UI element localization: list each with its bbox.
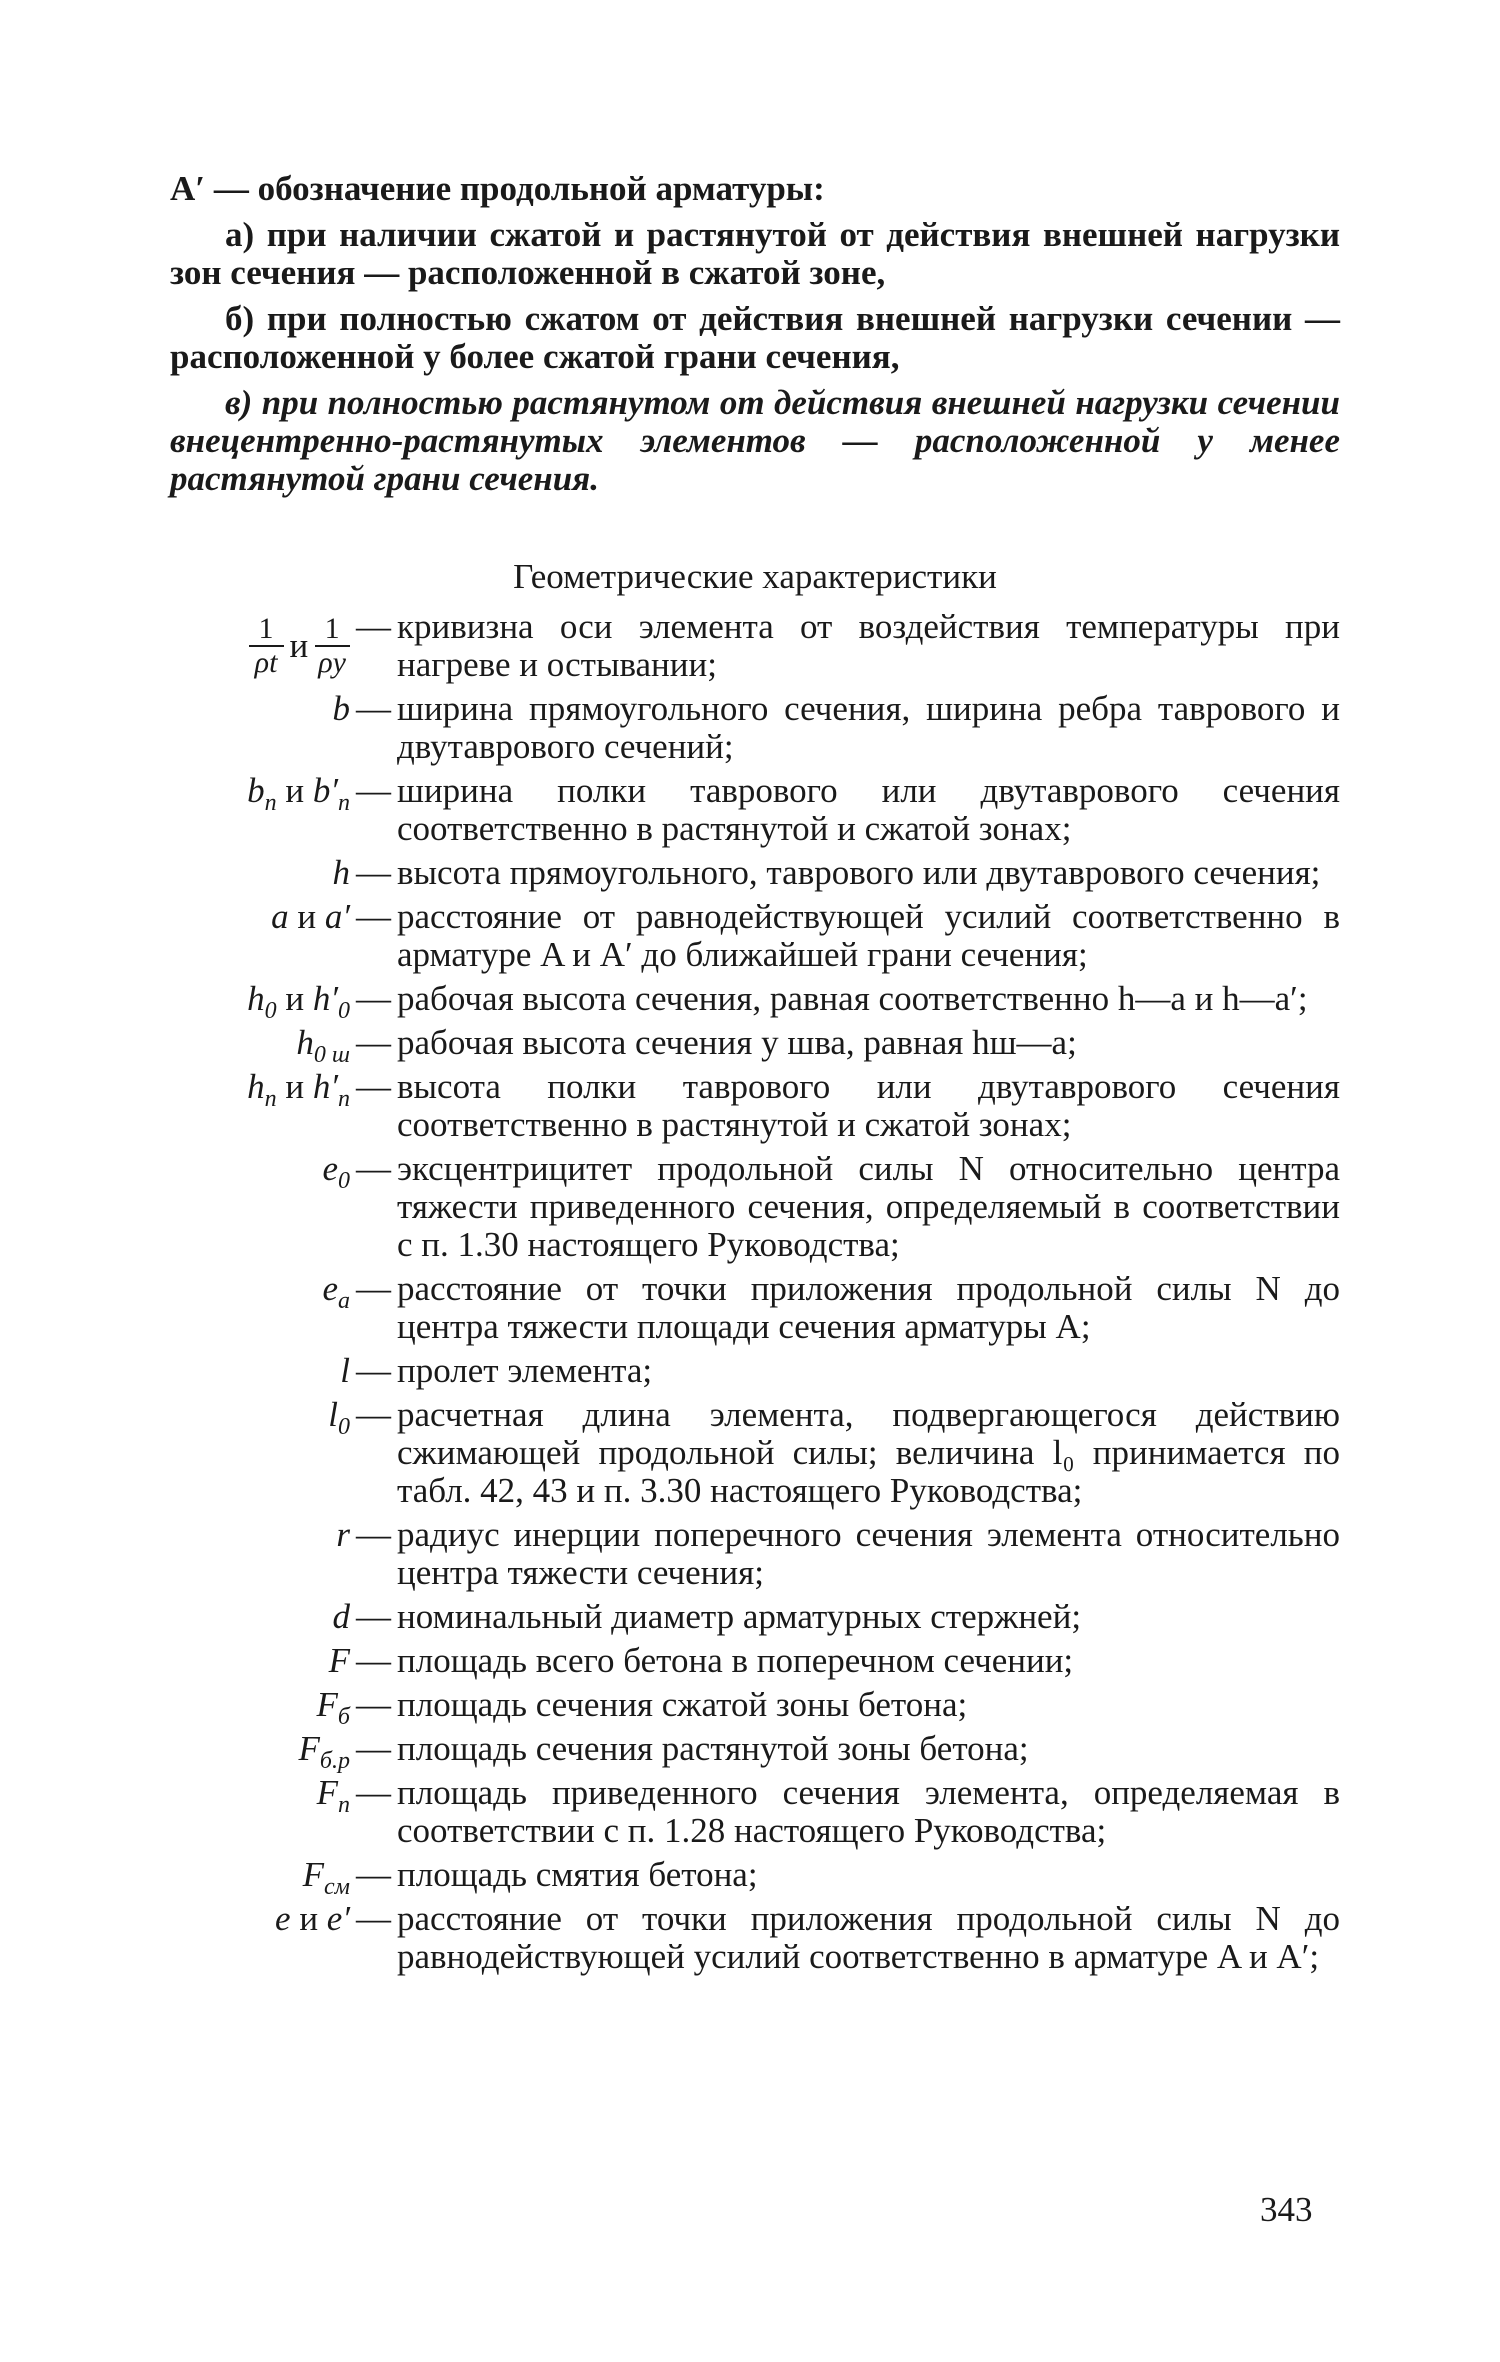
definition-text: высота прямоугольного, таврового или двутаврового сечения; [397,853,1321,892]
definition-text: площадь сечения растянутой зоны бетона; [397,1729,1029,1768]
definition-b [170,690,1340,766]
definition-d [170,1598,1340,1636]
symbol: F [328,1641,350,1680]
definition-l [170,1352,1340,1390]
intro-item-c: в) при полностью растянутом от действия внешней нагрузки сечении внецентренно-растянутых элементов — расположенной у менее растянутой грани сечения. [170,383,1340,498]
dash: — [356,1023,391,1062]
definition-Fb [170,1685,1340,1730]
definition-text: расстояние от точки приложения продольной силы N до равнодействующей усилий соответственно в арматуре A и A′; [397,1899,1340,1976]
fraction-1-rho-t: $\frac{1}{\rho t}$ [249,613,284,679]
definition-Fsm [170,1855,1340,1900]
dash: — [356,897,391,936]
definition-e [170,1900,1340,1976]
definition-text: площадь приведенного сечения элемента, определяемая в соответствии с п. 1.28 настоящего Руководства; [397,1773,1340,1850]
definition-text: площадь смятия бетона; [397,1855,758,1894]
symbol: l [340,1351,350,1390]
definition-h-flange [170,1068,1340,1144]
symbol: $h_п$ и $h'_п$ [247,1067,350,1112]
definition-text: номинальный диаметр арматурных стержней; [397,1597,1082,1636]
dash: — [356,1395,391,1434]
dash: — [356,1729,391,1768]
dash: — [356,979,391,1018]
definition-text: расчетная длина элемента, подвергающегося действию сжимающей продольной силы; величина l₀ принимается по табл. 42, 43 и п. 3.30 настоящего Руководства; [397,1395,1340,1510]
definition-text: площадь сечения сжатой зоны бетона; [397,1685,968,1724]
definition-curvature [170,608,1340,684]
intro-item-a: а) при наличии сжатой и растянутой от действия внешней нагрузки зон сечения — расположенной в сжатой зоне, [170,215,1340,292]
intro-heading: A′ — обозначение продольной арматуры: [170,169,825,208]
definition-text: ширина прямоугольного сечения, ширина ребра таврового и двутаврового сечений; [397,689,1340,766]
definition-e0 [170,1150,1340,1264]
symbol: d [332,1597,350,1636]
dash: — [356,1351,391,1390]
intro-item-b: б) при полностью сжатом от действия внешней нагрузки сечении — расположенной у более сжатой грани сечения, [170,299,1340,376]
definition-text: рабочая высота сечения у шва, равная hш—a; [397,1023,1077,1062]
definition-text: площадь всего бетона в поперечном сечении; [397,1641,1074,1680]
symbol: $F_п$ [316,1773,350,1818]
symbol: a и a′ [271,897,350,936]
dash: — [356,689,391,728]
symbol: $h_{0 ш}$ [296,1023,350,1068]
definition-h [170,854,1340,892]
symbol: $e_а$ [322,1269,350,1314]
dash: — [356,1067,391,1106]
definition-h0-weld [170,1023,1340,1068]
symbol: $F_{б.р}$ [298,1729,350,1774]
definition-text: радиус инерции поперечного сечения элемента относительно центра тяжести сечения; [397,1515,1340,1592]
definition-Fbr [170,1729,1340,1774]
symbol: $l_0$ [328,1395,350,1440]
definition-b-flange [170,772,1340,848]
symbol: r [336,1515,350,1554]
dash: — [356,771,391,810]
dash: — [356,607,391,646]
definition-text: эксцентрицитет продольной силы N относительно центра тяжести приведенного сечения, определяемый в соответствии с п. 1.30 настоящего Руководства; [397,1149,1340,1264]
dash: — [356,1269,391,1308]
symbol: $b_п$ и $b'_п$ [247,771,350,816]
definition-ea [170,1270,1340,1346]
dash: — [356,1855,391,1894]
symbol: h [332,853,350,892]
symbol: $e_0$ [322,1149,350,1194]
symbol: $h_0$ и $h'_0$ [247,979,350,1024]
symbol: e и e′ [275,1899,350,1938]
definition-F [170,1642,1340,1680]
dash: — [356,1641,391,1680]
dash: — [356,1149,391,1188]
symbol: $\frac{1}{\rho t}$ и $\frac{1}{\rho y}$ [170,608,350,679]
definition-Fp [170,1774,1340,1850]
definition-text: высота полки таврового или двутаврового сечения соответственно в растянутой и сжатой зонах; [397,1067,1340,1144]
section-title: Геометрические характеристики [513,557,997,596]
definition-h0 [170,979,1340,1024]
dash: — [356,1515,391,1554]
symbol: b [332,689,350,728]
definition-text: кривизна оси элемента от воздействия температуры при нагреве и остывании; [397,607,1340,684]
definition-a [170,898,1340,974]
dash: — [356,1773,391,1812]
dash: — [356,853,391,892]
definition-text: рабочая высота сечения, равная соответственно h—a и h—a′; [397,979,1308,1018]
symbol: $F_{см}$ [302,1855,350,1900]
dash: — [356,1899,391,1938]
dash: — [356,1597,391,1636]
symbol: $F_б$ [316,1685,350,1730]
definition-l0 [170,1396,1340,1510]
definition-text: ширина полки таврового или двутаврового сечения соответственно в растянутой и сжатой зонах; [397,771,1340,848]
fraction-1-rho-y: $\frac{1}{\rho y}$ [314,613,350,679]
definition-text: пролет элемента; [397,1351,653,1390]
document-page [170,170,1340,1982]
page-number: 343 [1260,2190,1313,2229]
definition-text: расстояние от равнодействующей усилий соответственно в арматуре A и A′ до ближайшей грани сечения; [397,897,1340,974]
definition-r [170,1516,1340,1592]
dash: — [356,1685,391,1724]
definition-text: расстояние от точки приложения продольной силы N до центра тяжести площади сечения арматуры A; [397,1269,1340,1346]
